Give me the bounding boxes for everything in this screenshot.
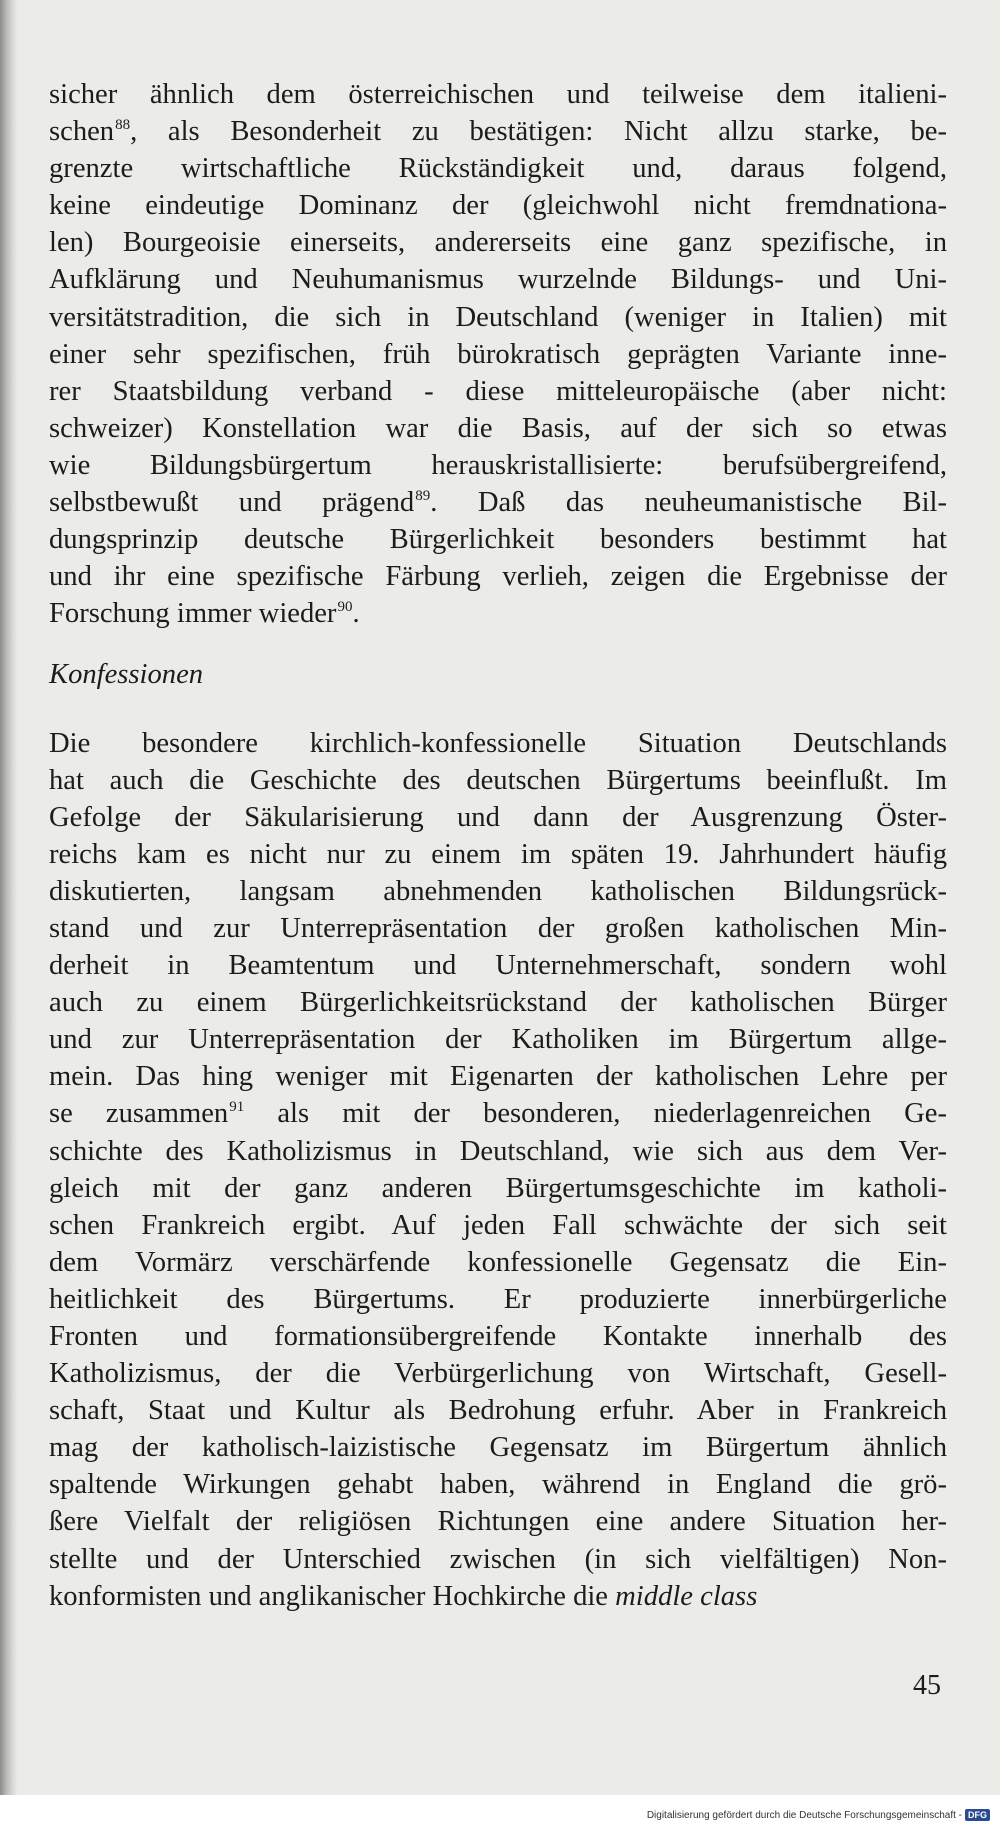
page-number: 45 [913, 1670, 941, 1701]
text-line: schen$^{88}$, als Besonderheit zu bestätigen: Nicht allzu starke, be- [49, 116, 947, 148]
italic-term: middle class [615, 1580, 758, 1612]
text-line: stellte und der Unterschied zwischen (in sich vielfältigen) Non- [49, 1543, 947, 1575]
text-line: mein. Das hing weniger mit Eigenarten der katholischen Lehre per [49, 1061, 947, 1093]
text-line: auch zu einem Bürgerlichkeitsrückstand der katholischen Bürger [49, 987, 947, 1019]
text-line: Fronten und formationsübergreifende Kontakte innerhalb des [49, 1321, 947, 1352]
text-line: dem Vormärz verschärfende konfessionelle Gegensatz die Ein- [49, 1246, 947, 1278]
text-line: schweizer) Konstellation war die Basis, auf der sich so etwas [49, 412, 947, 444]
text-line: reichs kam es nicht nur zu einem im späten 19. Jahrhundert häufig [49, 838, 947, 870]
text-line: selbstbewußt und prägend$^{89}$. Daß das neuheumanistische Bil- [49, 487, 948, 519]
text-line: versitätstradition, die sich in Deutschland (weniger in Italien) mit [49, 301, 947, 333]
text-line: rer Staatsbildung verband - diese mitteleuropäische (aber nicht: [49, 375, 947, 407]
credit-text: Digitalisierung gefördert durch die Deutsche Forschungsgemeinschaft - [646, 1809, 962, 1821]
body-text [49, 76, 947, 1615]
text-line: schaft, Staat und Kultur als Bedrohung erfuhr. Aber in Frankreich [49, 1395, 947, 1427]
text-line: Katholizismus, der die Verbürgerlichung von Wirtschaft, Gesell- [49, 1358, 947, 1390]
text-line: sicher ähnlich dem österreichischen und teilweise dem italieni- [49, 79, 947, 110]
text-line: keine eindeutige Dominanz der (gleichwohl nicht fremdnationa- [49, 190, 947, 222]
text-line: schichte des Katholizismus in Deutschland, wie sich aus dem Ver- [49, 1135, 947, 1167]
text-line: heitlichkeit des Bürgertums. Er produzierte innerbürgerliche [49, 1283, 947, 1315]
text-line: mag der katholisch-laizistische Gegensatz im Bürgertum ähnlich [49, 1432, 947, 1464]
text-line: Aufklärung und Neuhumanismus wurzelnde Bildungs- und Uni- [49, 264, 947, 296]
text-line: schen Frankreich ergibt. Auf jeden Fall schwächte der sich seit [49, 1209, 947, 1241]
text-line: wie Bildungsbürgertum herauskristallisierte: berufsübergreifend, [49, 449, 947, 481]
text-line: gleich mit der ganz anderen Bürgertumsgeschichte im katholi- [49, 1172, 947, 1204]
text-line: Gefolge der Säkularisierung und dann der Ausgrenzung Öster- [49, 801, 947, 833]
footnote-marker: 89 [415, 487, 431, 504]
footnote-marker: 91 [229, 1099, 245, 1116]
paragraph-bildungsbuergertum [49, 76, 947, 632]
dfg-logo: DFG [965, 1809, 990, 1821]
text-line: ßere Vielfalt der religiösen Richtungen eine andere Situation her- [49, 1506, 947, 1538]
text-line: hat auch die Geschichte des deutschen Bürgertums beeinflußt. Im [49, 764, 947, 796]
text-line: Die besondere kirchlich-konfessionelle Situation Deutschlands [49, 727, 947, 759]
text-line: und zur Unterrepräsentation der Katholiken im Bürgertum allge- [49, 1024, 947, 1056]
digitization-credit [647, 1809, 990, 1821]
text-line: len) Bourgeoisie einerseits, andererseits eine ganz spezifische, in [49, 227, 947, 259]
text-line: und ihr eine spezifische Färbung verlieh, zeigen die Ergebnisse der [49, 561, 947, 593]
footnote-marker: 90 [337, 599, 353, 616]
section-heading: Konfessionen [49, 659, 204, 691]
text-line: diskutierten, langsam abnehmenden katholischen Bildungsrück- [49, 875, 947, 907]
book-gutter-shadow [0, 0, 18, 1827]
text-line: einer sehr spezifischen, früh bürokratisch geprägten Variante inne- [49, 338, 947, 370]
text-line: dungsprinzip deutsche Bürgerlichkeit besonders bestimmt hat [49, 524, 947, 556]
text-line: konformisten und anglikanischer Hochkirche die middle class [49, 1580, 758, 1612]
text-line: spaltende Wirkungen gehabt haben, während in England die grö- [49, 1469, 947, 1501]
text-line: stand und zur Unterrepräsentation der großen katholischen Min- [49, 912, 947, 944]
footnote-marker: 88 [115, 116, 131, 133]
text-line: Forschung immer wieder$^{90}$. [49, 598, 360, 630]
paragraph-konfessionen [49, 725, 947, 1615]
text-line: grenzte wirtschaftliche Rückständigkeit und, daraus folgend, [49, 153, 947, 185]
text-line: se zusammen$^{91}$ als mit der besonderen, niederlagenreichen Ge- [49, 1098, 948, 1130]
text-line: derheit in Beamtentum und Unternehmerschaft, sondern wohl [49, 950, 947, 982]
